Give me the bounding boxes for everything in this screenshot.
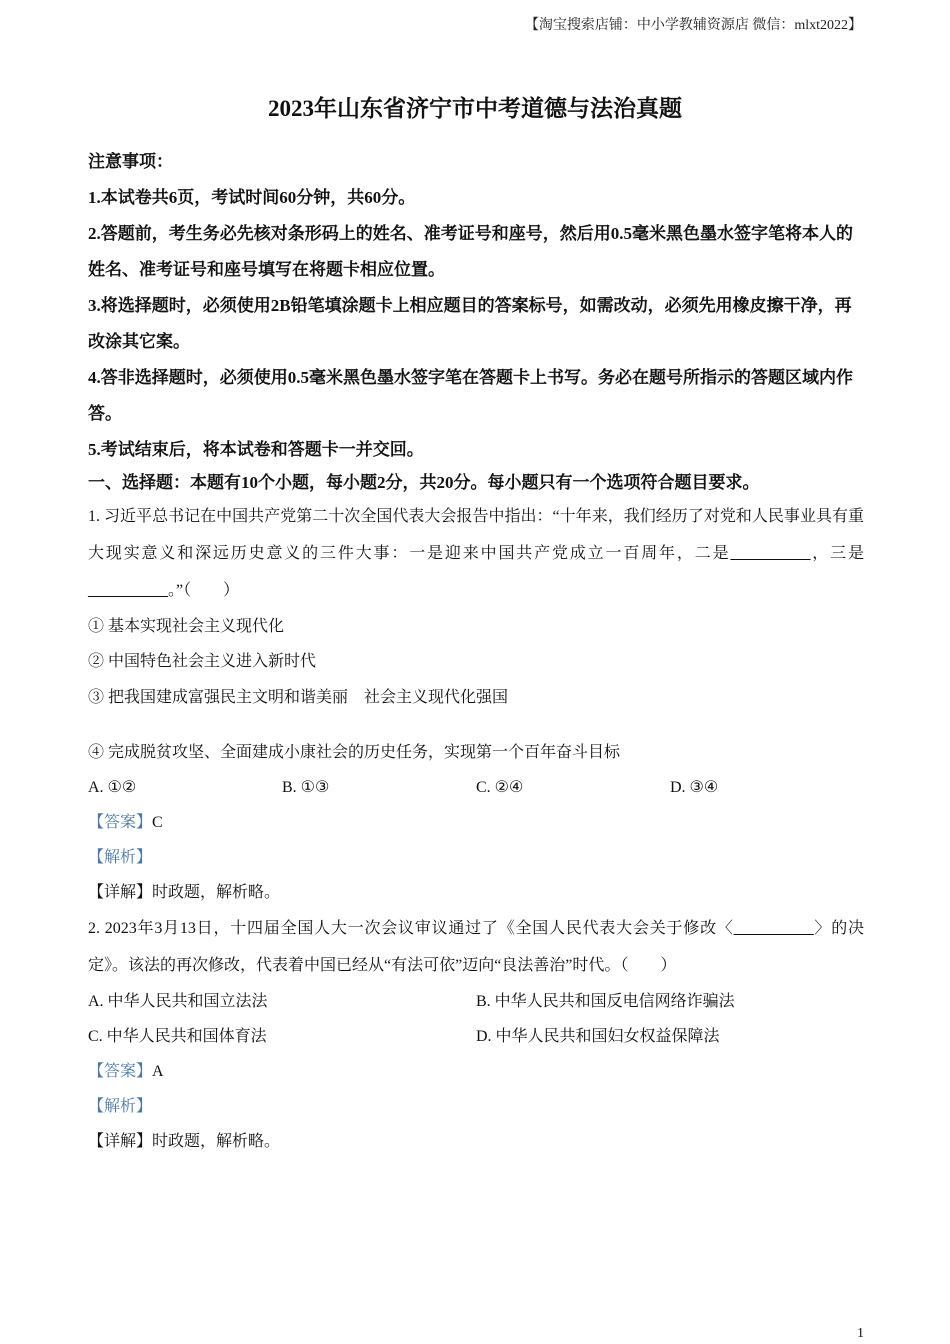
- answer-value: C: [152, 814, 163, 831]
- answer-options: [88, 984, 864, 1019]
- stem-text: 2. 2023年3月13日，十四届全国人大一次会议审议通过了《全国人民代表大会关于修改〈: [88, 920, 734, 937]
- stem-text: ，三是: [810, 545, 864, 562]
- header-note: 【淘宝搜索店铺：中小学教辅资源店 微信：mlxt2022】: [524, 18, 862, 33]
- statement: ④ 完成脱贫攻坚、全面建成小康社会的历史任务，实现第一个百年奋斗目标: [88, 744, 621, 761]
- statement: ② 中国特色社会主义进入新时代: [88, 653, 317, 670]
- analysis-tag: 【解析】: [88, 1098, 153, 1115]
- answer-options: [88, 770, 864, 805]
- document-body: [88, 144, 864, 1159]
- note-item: 2.答题前，考生务必先核对条形码上的姓名、准考证号和座号，然后用0.5毫米黑色墨水签字笔将本人的姓名、准考证号和座号填写在将题卡相应位置。: [88, 224, 853, 279]
- option-d: D. ③④: [670, 779, 719, 796]
- question-stem: [88, 910, 864, 984]
- answer-blank: __________: [733, 920, 814, 937]
- answer-tag: 【答案】: [88, 1063, 153, 1080]
- analysis-line: [88, 1089, 864, 1124]
- question-2: [88, 910, 864, 1159]
- analysis-line: [88, 840, 864, 875]
- page-title: 2023年山东省济宁市中考道德与法治真题: [268, 96, 682, 121]
- stem-text: 1. 习近平总书记在中国共产党第二十次全国代表大会报告中指出：“十年来，我们经历了对党和人民事业具有重大现实意义和深远历史意义的三件大事：一是迎来中国共产党成立一百周年，二是: [88, 508, 864, 562]
- answer-blank: __________: [730, 545, 811, 562]
- note-item: 1.本试卷共6页，考试时间60分钟，共60分。: [88, 188, 416, 207]
- option-b: B. 中华人民共和国反电信网络诈骗法: [476, 993, 735, 1010]
- page-number: 1: [857, 1326, 864, 1341]
- section-heading: 一、选择题：本题有10个小题，每小题2分，共20分。每小题只有一个选项符合题目要求。: [88, 473, 760, 492]
- stem-text: 。”（ ）: [168, 582, 240, 599]
- note-item: 3.将选择题时，必须使用2B铅笔填涂题卡上相应题目的答案标号，如需改动，必须先用橡皮擦干净，再改涂其它案。: [88, 296, 852, 351]
- exam-notes: [88, 144, 864, 468]
- option-a: A. 中华人民共和国立法法: [88, 993, 268, 1010]
- option-d: D. 中华人民共和国妇女权益保障法: [476, 1028, 720, 1045]
- detail-line: 【详解】时政题，解析略。: [88, 884, 281, 901]
- answer-line: [88, 1054, 864, 1089]
- analysis-tag: 【解析】: [88, 849, 153, 866]
- statement: ① 基本实现社会主义现代化: [88, 618, 285, 635]
- note-item: 4.答非选择题时，必须使用0.5毫米黑色墨水签字笔在答题卡上书写。务必在题号所指示的答题区域内作答。: [88, 368, 853, 423]
- answer-options: [88, 1019, 864, 1054]
- answer-line: [88, 805, 864, 840]
- question-stem: [88, 498, 864, 609]
- option-a: A. ①②: [88, 779, 137, 796]
- stem-text: 〉的决定》。该法的再次修改，代表着中国已经从“有法可依”迈向“良法善治”时代。（ ）: [88, 920, 864, 974]
- note-item: 5.考试结束后，将本试卷和答题卡一并交回。: [88, 440, 424, 459]
- question-1: [88, 498, 864, 910]
- statement: ③ 把我国建成富强民主文明和谐美丽 社会主义现代化强国: [88, 689, 509, 706]
- detail-line: 【详解】时政题，解析略。: [88, 1133, 281, 1150]
- option-c: C. ②④: [476, 779, 524, 796]
- answer-tag: 【答案】: [88, 814, 153, 831]
- answer-blank: __________: [88, 582, 168, 599]
- notes-heading: 注意事项：: [88, 152, 173, 171]
- option-c: C. 中华人民共和国体育法: [88, 1028, 267, 1045]
- option-b: B. ①③: [282, 779, 330, 796]
- answer-value: A: [152, 1063, 164, 1080]
